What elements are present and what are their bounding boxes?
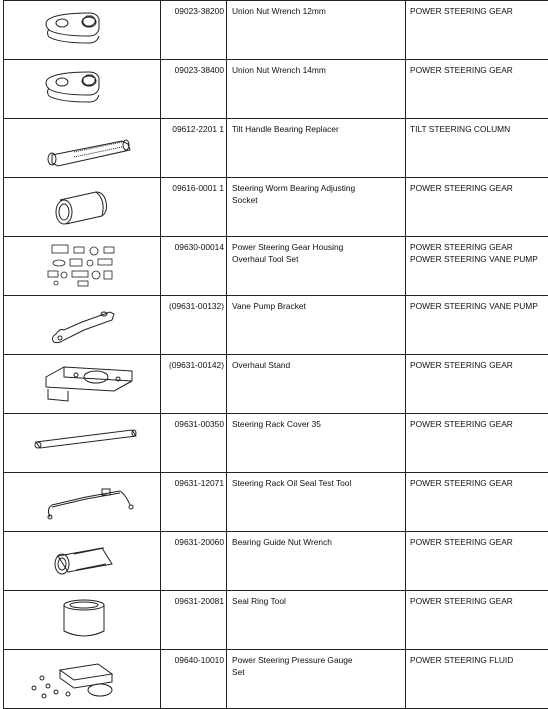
tool-illustration-cell	[4, 1, 161, 60]
table-row	[4, 178, 548, 237]
part-number: (09631-00142)	[169, 360, 226, 370]
tool-name-line: Bearing Guide Nut Wrench	[232, 537, 405, 549]
part-number-cell	[161, 119, 227, 178]
union-nut-wrench-icon	[4, 60, 160, 113]
union-nut-wrench-icon	[4, 1, 160, 54]
application-cell	[406, 650, 548, 709]
overhaul-stand-icon	[4, 355, 160, 408]
tool-illustration-cell	[4, 355, 161, 414]
application-line: POWER STEERING GEAR	[410, 242, 548, 254]
application-cell	[406, 296, 548, 355]
rack-cover-icon	[4, 414, 160, 467]
application-cell	[406, 237, 548, 296]
tool-name-line: Power Steering Pressure Gauge	[232, 655, 405, 667]
tool-name-line: Union Nut Wrench 14mm	[232, 65, 405, 77]
table-row	[4, 119, 548, 178]
tool-name-cell	[227, 532, 406, 591]
table-row	[4, 473, 548, 532]
tool-name-cell	[227, 414, 406, 473]
part-number: (09631-00132)	[169, 301, 226, 311]
part-number: 09630-00014	[175, 242, 226, 252]
tool-name-cell	[227, 591, 406, 650]
tool-name-cell	[227, 119, 406, 178]
seal-ring-tool-icon	[4, 591, 160, 644]
tool-name-line: Steering Rack Cover 35	[232, 419, 405, 431]
tool-name-line: Steering Worm Bearing Adjusting	[232, 183, 405, 195]
part-number-cell	[161, 591, 227, 650]
tool-name-line: Vane Pump Bracket	[232, 301, 405, 313]
part-number-cell	[161, 1, 227, 60]
tool-name-cell	[227, 178, 406, 237]
tool-illustration-cell	[4, 60, 161, 119]
application-cell	[406, 119, 548, 178]
bearing-replacer-icon	[4, 119, 160, 172]
tool-name-cell	[227, 296, 406, 355]
part-number: 09631-00350	[175, 419, 226, 429]
tool-illustration-cell	[4, 414, 161, 473]
part-number-cell	[161, 296, 227, 355]
table-row	[4, 532, 548, 591]
special-service-tools-table	[3, 0, 548, 709]
seal-test-tool-icon	[4, 473, 160, 526]
tool-name-line: Steering Rack Oil Seal Test Tool	[232, 478, 405, 490]
application-line: TILT STEERING COLUMN	[410, 124, 548, 136]
part-number-cell	[161, 473, 227, 532]
tool-set-icon	[4, 237, 160, 290]
table-row	[4, 60, 548, 119]
part-number-cell	[161, 178, 227, 237]
table-row	[4, 1, 548, 60]
application-cell	[406, 532, 548, 591]
part-number: 09631-12071	[175, 478, 226, 488]
tool-name-line: Overhaul Tool Set	[232, 254, 405, 266]
tool-illustration-cell	[4, 296, 161, 355]
part-number-cell	[161, 532, 227, 591]
part-number: 09023-38400	[175, 65, 226, 75]
tool-name-cell	[227, 355, 406, 414]
tool-name-cell	[227, 60, 406, 119]
application-cell	[406, 178, 548, 237]
tool-illustration-cell	[4, 650, 161, 709]
tool-name-line: Tilt Handle Bearing Replacer	[232, 124, 405, 136]
application-line: POWER STEERING GEAR	[410, 596, 548, 608]
table-row	[4, 591, 548, 650]
tool-name-line: Socket	[232, 195, 405, 207]
table-row	[4, 296, 548, 355]
tool-illustration-cell	[4, 237, 161, 296]
application-line: POWER STEERING GEAR	[410, 478, 548, 490]
application-cell	[406, 1, 548, 60]
part-number-cell	[161, 60, 227, 119]
part-number: 09616-0001 1	[172, 183, 226, 193]
tool-illustration-cell	[4, 532, 161, 591]
application-line: POWER STEERING FLUID	[410, 655, 548, 667]
guide-nut-wrench-icon	[4, 532, 160, 585]
application-line: POWER STEERING VANE PUMP	[410, 301, 548, 313]
application-cell	[406, 355, 548, 414]
application-line: POWER STEERING GEAR	[410, 183, 548, 195]
tool-name-line: Overhaul Stand	[232, 360, 405, 372]
tool-name-cell	[227, 473, 406, 532]
tool-name-line: Seal Ring Tool	[232, 596, 405, 608]
tool-name-cell	[227, 1, 406, 60]
application-line: POWER STEERING GEAR	[410, 419, 548, 431]
part-number: 09631-20081	[175, 596, 226, 606]
tool-name-cell	[227, 237, 406, 296]
part-number: 09640-10010	[175, 655, 226, 665]
part-number: 09023-38200	[175, 6, 226, 16]
tool-name-cell	[227, 650, 406, 709]
tool-illustration-cell	[4, 178, 161, 237]
tool-name-line: Union Nut Wrench 12mm	[232, 6, 405, 18]
application-cell	[406, 60, 548, 119]
tool-illustration-cell	[4, 119, 161, 178]
table-row	[4, 650, 548, 709]
application-cell	[406, 473, 548, 532]
application-line: POWER STEERING GEAR	[410, 65, 548, 77]
part-number: 09631-20060	[175, 537, 226, 547]
application-cell	[406, 591, 548, 650]
pump-bracket-icon	[4, 296, 160, 349]
part-number-cell	[161, 237, 227, 296]
application-cell	[406, 414, 548, 473]
table-row	[4, 237, 548, 296]
application-line: POWER STEERING GEAR	[410, 360, 548, 372]
tool-name-line: Power Steering Gear Housing	[232, 242, 405, 254]
part-number-cell	[161, 355, 227, 414]
table-row	[4, 355, 548, 414]
tool-illustration-cell	[4, 591, 161, 650]
application-line: POWER STEERING VANE PUMP	[410, 254, 548, 266]
part-number: 09612-2201 1	[172, 124, 226, 134]
part-number-cell	[161, 650, 227, 709]
table-row	[4, 414, 548, 473]
socket-icon	[4, 178, 160, 231]
application-line: POWER STEERING GEAR	[410, 6, 548, 18]
tool-illustration-cell	[4, 473, 161, 532]
pressure-gauge-set-icon	[4, 650, 160, 703]
application-line: POWER STEERING GEAR	[410, 537, 548, 549]
tool-name-line: Set	[232, 667, 405, 679]
part-number-cell	[161, 414, 227, 473]
